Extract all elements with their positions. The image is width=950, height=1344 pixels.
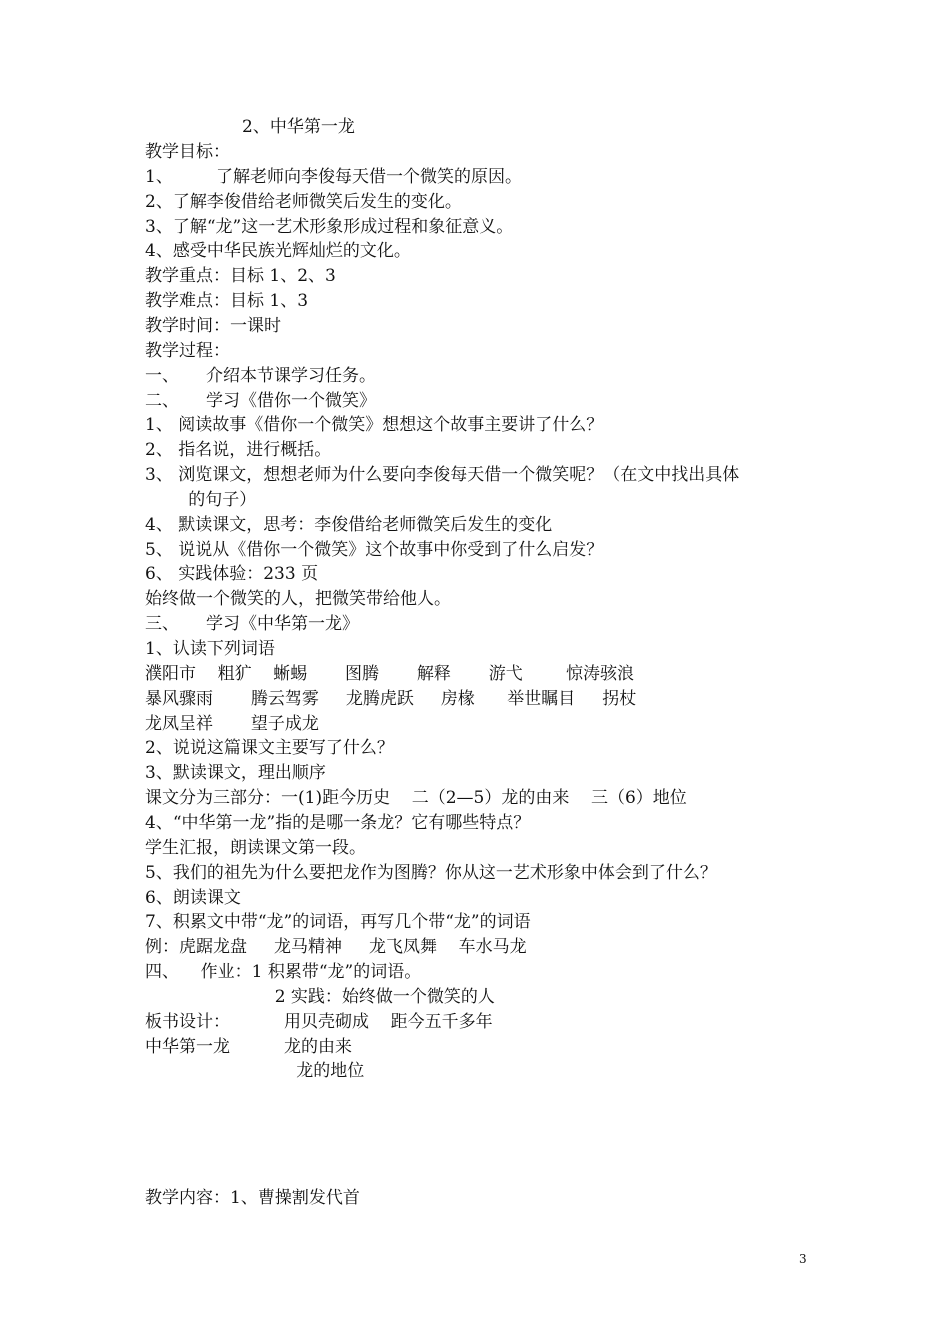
text-line: 教学目标： xyxy=(145,142,230,162)
page-number: 3 xyxy=(799,1252,807,1266)
text-line: 三、 学习《中华第一龙》 xyxy=(145,614,360,635)
text-line: 1、认读下列词语 xyxy=(145,639,275,659)
text-line: 2 实践：始终做一个微笑的人 xyxy=(145,986,495,1007)
text-line: 一、 介绍本节课学习任务。 xyxy=(145,365,377,386)
text-line: 中华第一龙 龙的由来 xyxy=(145,1036,353,1057)
text-line: 4、“中华第一龙”指的是哪一条龙？它有哪些特点？ xyxy=(145,812,531,833)
text-line: 3、了解“龙”这一艺术形象形成过程和象征意义。 xyxy=(145,216,514,237)
text-line: 2、了解李俊借给老师微笑后发生的变化。 xyxy=(145,191,462,212)
text-line: 1、 阅读故事《借你一个微笑》想想这个故事主要讲了什么？ xyxy=(145,415,604,436)
text-line: 龙的地位 xyxy=(145,1061,365,1082)
section-title: 2、中华第一龙 xyxy=(242,117,355,137)
text-line: 学生汇报，朗读课文第一段。 xyxy=(145,837,366,858)
text-line: 二、 学习《借你一个微笑》 xyxy=(145,390,377,411)
text-line: 板书设计： 用贝壳砌成 距今五千多年 xyxy=(145,1011,493,1032)
text-line: 1、 了解老师向李俊每天借一个微笑的原因。 xyxy=(145,166,523,187)
text-line: 四、 作业：1 积累带“龙”的词语。 xyxy=(145,962,422,983)
text-line: 龙凤呈祥 望子成龙 xyxy=(145,713,319,734)
text-line: 教学过程： xyxy=(145,340,230,361)
text-line: 教学时间：一课时 xyxy=(145,315,281,336)
text-line: 始终做一个微笑的人，把微笑带给他人。 xyxy=(145,589,451,610)
text-line: 7、积累文中带“龙”的词语，再写几个带“龙”的词语 xyxy=(145,912,531,933)
text-line: 6、朗读课文 xyxy=(145,887,241,908)
text-line: 暴风骤雨 腾云驾雾 龙腾虎跃 房椽 举世瞩目 拐杖 xyxy=(145,688,637,709)
text-line: 课文分为三部分：一(1)距今历史 二（2—5）龙的由来 三（6）地位 xyxy=(145,788,687,809)
next-section-line: 教学内容：1、曹操割发代首 xyxy=(145,1188,360,1208)
text-line: 2、 指名说，进行概括。 xyxy=(145,440,332,461)
text-line: 4、 默读课文，思考：李俊借给老师微笑后发生的变化 xyxy=(145,514,553,535)
text-line: 6、 实践体验：233 页 xyxy=(145,564,319,585)
text-line: 教学重点：目标 1、2、3 xyxy=(145,266,336,287)
text-line: 濮阳市 粗犷 蜥蜴 图腾 解释 游弋 惊涛骇浪 xyxy=(145,663,634,684)
text-line: 教学难点：目标 1、3 xyxy=(145,291,309,312)
text-line: 例：虎踞龙盘 龙马精神 龙飞凤舞 车水马龙 xyxy=(145,937,527,958)
text-line: 3、 浏览课文，想想老师为什么要向李俊每天借一个微笑呢？（在文中找出具体 xyxy=(145,465,740,486)
text-line: 4、感受中华民族光辉灿烂的文化。 xyxy=(145,241,411,262)
text-line: 2、说说这篇课文主要写了什么？ xyxy=(145,738,394,759)
text-line: 5、 说说从《借你一个微笑》这个故事中你受到了什么启发？ xyxy=(145,539,604,560)
text-line: 3、默读课文，理出顺序 xyxy=(145,763,326,784)
text-line: 5、我们的祖先为什么要把龙作为图腾？你从这一艺术形象中体会到了什么？ xyxy=(145,862,717,883)
text-line: 的句子） xyxy=(145,489,257,510)
